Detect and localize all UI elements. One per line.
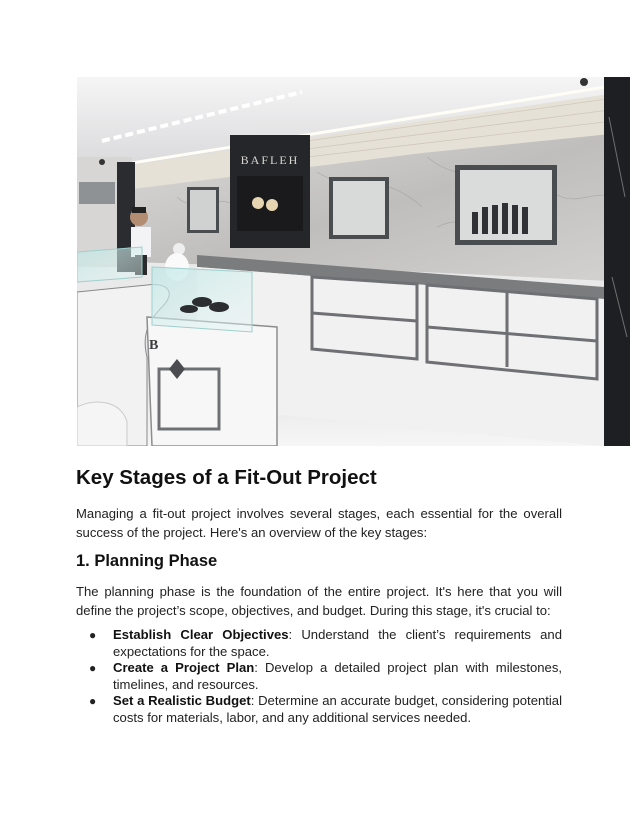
earring-left (252, 197, 264, 209)
wall-vitrine-middle-glass (333, 181, 385, 235)
left-window (79, 182, 115, 204)
brand-sign-text: BAFLEH (240, 153, 300, 167)
list-item (76, 627, 562, 660)
jewelry-showroom-illustration (77, 77, 630, 446)
list-item (76, 693, 562, 726)
section-paragraph: The planning phase is the foundation of the entire project. It's here that you will define the project’s scope, objectives, and budget. During this stage, it's crucial to: (76, 584, 562, 618)
section-heading: 1. Planning Phase (76, 552, 218, 570)
bullet-icon: ● (89, 628, 97, 642)
bullet-term: Set a Realistic Budget (113, 693, 251, 708)
display-case-front (147, 317, 277, 446)
bullet-icon: ● (89, 694, 97, 708)
bullet-term: Create a Project Plan (113, 660, 255, 675)
bullet-term: Establish Clear Objectives (113, 627, 289, 642)
dark-pillar-right (604, 77, 630, 446)
list-item (76, 660, 562, 693)
bullet-text: : Determine an accurate budget, considering potential costs for materials, labor, and any additional services needed. (113, 693, 562, 725)
bullet-icon: ● (89, 661, 97, 675)
camera-icon (99, 159, 105, 165)
cabinet-logo: B (149, 338, 159, 353)
showroom-photo (77, 77, 630, 446)
wall-vitrine-small-glass (190, 190, 216, 230)
glass-vitrine-left (77, 247, 142, 282)
bullet-text: : Develop a detailed project plan with milestones, timelines, and resources. (113, 660, 563, 692)
lounge-chair (77, 402, 127, 446)
intro-paragraph: Managing a fit-out project involves several stages, each essential for the overall success of the project. Here's an overview of the key stages: (76, 506, 562, 540)
page-title: Key Stages of a Fit-Out Project (76, 466, 377, 489)
earring-right (266, 199, 278, 211)
bullet-list (76, 627, 562, 726)
camera-icon (580, 78, 588, 86)
bullet-text: : Understand the client’s requirements and expectations for the space. (113, 627, 562, 659)
